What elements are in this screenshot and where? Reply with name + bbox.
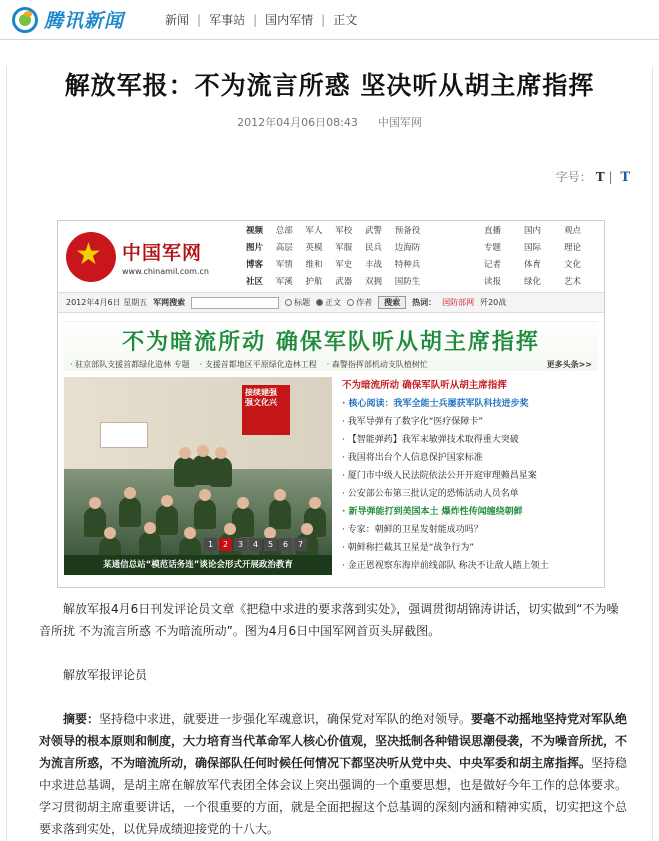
embedded-news-item: · 新导弹能打到美国本土 爆炸性传闻缠绕朝鲜 (342, 507, 523, 517)
qq-logo-icon (12, 7, 38, 33)
embedded-news-item: · 核心阅读：我军全能士兵屡获军队科技进步奖 (342, 399, 529, 409)
soldier-head (104, 527, 116, 539)
embedded-news-item: · 厦门市中级人民法院依法公开开庭审理赖昌星案 (342, 471, 537, 481)
embedded-nav-item: 总部 (275, 226, 293, 236)
article-container (6, 66, 653, 841)
embedded-hot-1: 国防部网 (442, 298, 475, 307)
embedded-news-heading: 不为暗流所动 确保军队听从胡主席指挥 (342, 380, 507, 391)
embedded-news-list (332, 377, 598, 575)
soldier-figure (232, 507, 254, 537)
embedded-nav-item: 民兵 (365, 243, 383, 253)
photo-pager-item: 2 (219, 538, 232, 551)
embedded-nav-item: 军人 (305, 226, 323, 236)
embedded-nav-item: 英模 (305, 243, 323, 253)
embedded-nav-item: 军溪 (275, 277, 293, 287)
embedded-hot-label: 热词： (412, 298, 437, 307)
embedded-news-item: · 金正恩视察东海岸前线部队 称决不让敌人踏上领土 (342, 561, 549, 571)
breadcrumb-domestic[interactable]: 国内军情 (265, 13, 314, 27)
embedded-nav-item: 艺术 (564, 277, 582, 287)
article-meta (7, 114, 652, 130)
photo-pager-item: 1 (204, 538, 217, 551)
embedded-header (58, 221, 604, 293)
embedded-radio-author: 作者 (347, 297, 372, 308)
embedded-nav-item: 理论 (564, 243, 582, 253)
photo-pager-item: 3 (234, 538, 247, 551)
embedded-nav-item: 读报 (484, 277, 502, 287)
chinamil-logo (58, 221, 238, 292)
embedded-news-item: · 专家：朝鲜的卫星发射能成功吗？ (342, 525, 483, 535)
embedded-nav-item: 图片 (246, 243, 264, 253)
embedded-nav-item: 高层 (275, 243, 293, 253)
soldier-head (124, 487, 136, 499)
soldier-head (184, 527, 196, 539)
summary-label: 摘要： (63, 712, 100, 726)
embedded-banner-more: 更多头条>> (546, 360, 592, 369)
embedded-nav-item: 军情 (275, 260, 293, 270)
photo-pager-item: 7 (294, 538, 307, 551)
embedded-nav-item: 文化 (564, 260, 582, 270)
embedded-nav-item: 专题 (484, 243, 502, 253)
soldier-head (224, 523, 236, 535)
embedded-nav-item: 记者 (484, 260, 502, 270)
embedded-news-item: · 朝鲜称拦截其卫星是“战争行为” (342, 543, 475, 553)
embedded-news-item: · 公安部公布第三批认定的恐怖活动人员名单 (342, 489, 519, 499)
photo-pager-item: 6 (279, 538, 292, 551)
breadcrumb-military[interactable]: 军事站 (209, 13, 246, 27)
font-large-button[interactable]: T (620, 170, 630, 185)
soldier-head (301, 523, 313, 535)
soldier-head (144, 522, 156, 534)
embedded-nav-item: 丰战 (365, 260, 383, 270)
soldier-head (197, 445, 209, 457)
chinamil-logo-cn: 中国军网 (122, 241, 203, 264)
embedded-nav-item: 博客 (246, 260, 264, 270)
article-date: 2012年04月06日08:43 (237, 116, 358, 129)
soldier-figure (156, 505, 178, 535)
embedded-screenshot (57, 220, 605, 588)
breadcrumb-separator: | (321, 12, 326, 27)
soldier-head (89, 497, 101, 509)
embedded-nav-item: 特种兵 (394, 260, 421, 270)
article-paragraph: 摘要：坚持稳中求进，就要进一步强化军魂意识，确保党对军队的绝对领导。要毫不动摇地坚持党对军队绝对领导的根本原则和制度，大力培育当代革命军人核心价值观，坚决抵制各种错误思潮侵袭，不为噪音所扰，不为流言所惑，不为暗流所动，确保部队任何时候任何情况下都坚决听从党中央、中央军委和胡主席指挥。坚持稳中求进总基调，是胡主席在解放军代表团全体会议上突出强调的一个重要思想，也是做好今年工作的总体要求。学习贯彻胡主席重要讲话，一个很重要的方面，就是全面把握这个总基调的深刻内涵和精神实质，切实把这个总要求落到实处，以优异成绩迎接党的十八大。 (39, 712, 628, 836)
embedded-banner-sub: · 支援首都地区平原绿化造林工程 (199, 360, 317, 369)
embedded-nav-item: 维和 (305, 260, 323, 270)
font-small-button[interactable]: T (595, 170, 605, 184)
embedded-nav-item: 绿化 (524, 277, 542, 287)
article-body (39, 598, 630, 840)
soldier-figure (210, 457, 232, 487)
embedded-nav-item: 军校 (335, 226, 353, 236)
embedded-search-label: 军网搜索 (153, 298, 186, 307)
photo-sign (100, 422, 148, 448)
embedded-nav-item: 双拥 (365, 277, 383, 287)
soldier-figure (194, 499, 216, 529)
embedded-nav-item: 武器 (335, 277, 353, 287)
embedded-radio-body: 正文 (316, 297, 341, 308)
embedded-nav-item: 预备役 (394, 226, 421, 236)
soldier-head (161, 495, 173, 507)
chinamil-logo-en: www.chinamil.com.cn (122, 266, 209, 276)
article-byline: 解放军报评论员 (63, 668, 148, 682)
embedded-photo (64, 377, 332, 575)
embedded-nav-item: 边海防 (394, 243, 421, 253)
soldier-head (215, 447, 227, 459)
embedded-banner-sub: · 森警指挥部机动支队植树忙 (326, 360, 428, 369)
breadcrumb-current: 正文 (333, 13, 358, 27)
embedded-nav-item: 国防生 (394, 277, 421, 287)
font-size-control: 字号： T | T (555, 170, 630, 185)
breadcrumb (165, 11, 357, 28)
embedded-nav-item: 体育 (524, 260, 542, 270)
embedded-nav-item: 军服 (335, 243, 353, 253)
soldier-figure (84, 507, 106, 537)
embedded-nav-item: 国际 (524, 243, 542, 253)
font-size-label: 字号： (555, 170, 592, 184)
soldier-head (309, 497, 321, 509)
embedded-news-item: · 【智能弹药】我军末敏弹技术取得重大突破 (342, 435, 519, 445)
breadcrumb-separator: | (253, 12, 258, 27)
embedded-nav-item: 视频 (246, 226, 264, 236)
photo-pager-item: 5 (264, 538, 277, 551)
embedded-nav-item: 护航 (305, 277, 323, 287)
embedded-banner-headline: 不为暗流所动 确保军队听从胡主席指挥 (122, 330, 540, 355)
army-star-icon: ★ (66, 232, 116, 282)
soldier-head (237, 497, 249, 509)
embedded-banner (64, 321, 598, 371)
embedded-hot-2: 歼20战 (480, 298, 507, 307)
photo-pager-item: 4 (249, 538, 262, 551)
photo-board: 接续建强 强文化兴 (242, 385, 290, 435)
photo-pager (204, 538, 307, 551)
article-paragraph: 解放军报4月6日刊发评论员文章《把稳中求进的要求落到实处》，强调贯彻胡锦涛讲话，切实做到“不为噪音所扰 不为流言所惑 不为暗流所动”。图为4月6日中国军网首页头屏截图。 (39, 602, 619, 638)
embedded-nav-item: 直播 (484, 226, 502, 236)
article-title: 解放军报：不为流言所惑 坚决听从胡主席指挥 (64, 71, 595, 100)
embedded-banner-sub: · 驻京部队支援首都绿化造林 专题 (70, 360, 190, 369)
embedded-search-button: 搜索 (378, 296, 406, 309)
soldier-figure (119, 497, 141, 527)
breadcrumb-separator: | (197, 12, 202, 27)
soldier-head (179, 447, 191, 459)
embedded-news-item: · 我国将出台个人信息保护国家标准 (342, 453, 483, 463)
embedded-nav-item: 国内 (524, 226, 542, 236)
embedded-search-bar (58, 293, 604, 313)
soldier-head (199, 489, 211, 501)
breadcrumb-news[interactable]: 新闻 (165, 13, 190, 27)
soldier-head (274, 489, 286, 501)
embedded-nav-right (484, 221, 604, 292)
embedded-date: 2012年4月6日 星期五 (66, 298, 148, 307)
top-bar (0, 0, 659, 40)
embedded-nav (238, 221, 484, 292)
site-logo[interactable] (12, 6, 157, 33)
site-logo-text: 腾讯新闻 (44, 10, 125, 32)
soldier-figure (269, 499, 291, 529)
embedded-radio-title: 标题 (285, 297, 310, 308)
embedded-news-item: · 我军导弹有了数字化“医疗保障卡” (342, 417, 484, 427)
embedded-nav-item: 观点 (564, 226, 582, 236)
embedded-nav-item: 武警 (365, 226, 383, 236)
embedded-search-input (191, 297, 279, 309)
embedded-nav-item: 社区 (246, 277, 264, 287)
embedded-nav-item: 军史 (335, 260, 353, 270)
summary-bold: 要毫不动摇地坚持党对军队绝对领导的根本原则和制度，大力培育当代革命军人核心价值观，坚决抵制各种错误思潮侵袭，不为噪音所扰，不为流言所惑，不为暗流所动，确保部队任何时候任何情况下都坚决听从党中央、中央军委和胡主席指挥。 (39, 712, 628, 770)
photo-caption: 某通信总站“模范话务连”谈论会形式开展政治教育 (64, 555, 332, 575)
article-source[interactable]: 中国军网 (377, 116, 422, 129)
